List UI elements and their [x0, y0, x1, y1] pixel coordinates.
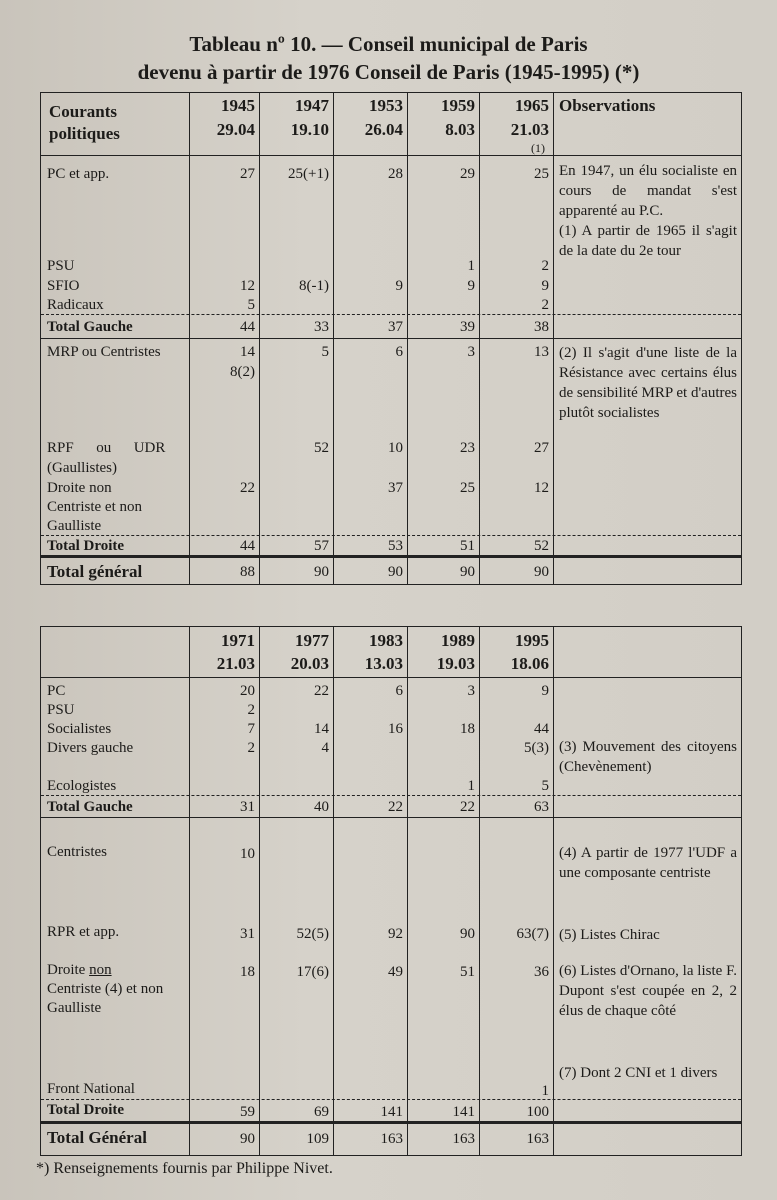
row-label-mrp: MRP ou Centristes [47, 344, 161, 360]
table-1971-1995 [40, 626, 742, 1156]
cell: 13 [534, 344, 549, 360]
cell: 59 [240, 1104, 255, 1120]
header-date: 20.03 [290, 654, 329, 673]
cell: 44 [240, 319, 255, 335]
header-date: 21.03 [510, 120, 549, 139]
row-label-droite [47, 961, 112, 980]
header-currents: Courants [49, 102, 118, 121]
cell: 9 [541, 278, 549, 294]
cell: 163 [380, 1131, 403, 1147]
header-year: 1965 [515, 96, 549, 115]
header-year: 1983 [369, 631, 403, 650]
row-label-pc: PC et app. [47, 166, 110, 182]
row-label-psu: PSU [47, 258, 75, 274]
header-year: 1995 [515, 631, 549, 650]
cell: 6 [395, 344, 403, 360]
observation-note-7: (7) Dont 2 CNI et 1 divers [559, 1065, 718, 1081]
cell: 4 [321, 740, 329, 756]
cell: 22 [314, 683, 329, 699]
cell: 5 [541, 778, 549, 794]
cell: 163 [526, 1131, 549, 1147]
cell: 25(+1) [288, 166, 329, 182]
header-note: (1) [531, 141, 545, 155]
cell: 22 [240, 480, 255, 496]
cell: 2 [247, 740, 255, 756]
row-label-socialistes: Socialistes [47, 721, 112, 737]
cell: 18 [240, 964, 255, 980]
cell: 25 [534, 166, 549, 182]
cell: 51 [460, 964, 475, 980]
cell: 90 [534, 564, 549, 580]
cell: 100 [526, 1104, 549, 1120]
header-date: 19.10 [290, 120, 329, 139]
cell: 14 [240, 344, 255, 360]
row-label-front-national: Front National [47, 1081, 135, 1097]
cell: 37 [388, 319, 403, 335]
cell: 36 [534, 964, 549, 980]
cell: 2 [541, 258, 549, 274]
cell: 109 [306, 1131, 329, 1147]
cell: 27 [240, 166, 255, 182]
row-label-divers-gauche: Divers gauche [47, 740, 134, 756]
cell: 63(7) [516, 926, 549, 942]
cell: 25 [460, 480, 475, 496]
header-date: 19.03 [436, 654, 475, 673]
footnote: *) Renseignements fournis par Philippe Nivet. [36, 1160, 333, 1177]
cell: 44 [534, 721, 549, 737]
cell: 44 [240, 538, 255, 554]
cell: 90 [460, 926, 475, 942]
cell: 17(6) [296, 964, 329, 980]
row-label-total-droite: Total Droite [47, 1102, 125, 1118]
header-date: 29.04 [216, 120, 255, 139]
cell: 88 [240, 564, 255, 580]
cell: 10 [240, 846, 255, 862]
observation-note-2: (2) Il s'agit d'une liste de la Résistance avec certains élus de sensibilité MRP et d'autres plutôt socialistes [559, 345, 737, 421]
table-1945-1965 [40, 92, 742, 585]
observation-note-5: (5) Listes Chirac [559, 927, 660, 943]
row-label-centristes: Centristes [47, 844, 107, 860]
header-date: 8.03 [445, 120, 475, 139]
header-year: 1977 [295, 631, 329, 650]
cell: 31 [240, 926, 255, 942]
cell: 5(3) [524, 740, 549, 756]
cell: 52 [534, 538, 549, 554]
table-subtitle: devenu à partir de 1976 Conseil de Paris (1945-1995) (*) [137, 60, 640, 84]
cell: 8(-1) [299, 278, 329, 294]
header-date: 18.06 [510, 654, 549, 673]
cell: 57 [314, 538, 329, 554]
cell: 2 [247, 702, 255, 718]
cell: 90 [240, 1131, 255, 1147]
observation-note-4: (4) A partir de 1977 l'UDF a une composante centriste [559, 845, 737, 881]
row-label-total-gauche: Total Gauche [47, 799, 133, 815]
cell: 3 [467, 344, 475, 360]
header-year: 1947 [295, 96, 329, 115]
cell: 23 [460, 440, 475, 456]
cell: 7 [247, 721, 255, 737]
cell: 40 [314, 799, 329, 815]
cell: 8(2) [230, 364, 255, 380]
row-label-droite-3: Gaulliste [47, 1000, 102, 1016]
row-label-droite: Droite non [47, 480, 112, 496]
row-label-ecologistes: Ecologistes [47, 778, 117, 794]
cell: 9 [541, 683, 549, 699]
cell: 1 [467, 778, 475, 794]
row-label-pc: PC [47, 683, 66, 699]
cell: 52 [314, 440, 329, 456]
header-year: 1989 [441, 631, 475, 650]
cell: 92 [388, 926, 403, 942]
cell: 5 [247, 297, 255, 313]
header-date: 21.03 [216, 654, 255, 673]
cell: 22 [388, 799, 403, 815]
cell: 69 [314, 1104, 329, 1120]
row-label-total-general: Total Général [47, 1128, 147, 1147]
cell: 163 [452, 1131, 475, 1147]
cell: 6 [395, 683, 403, 699]
cell: 141 [380, 1104, 403, 1120]
cell: 53 [388, 538, 403, 554]
cell: 90 [314, 564, 329, 580]
observation-note-1: (1) A partir de 1965 il s'agit de la date du 2e tour [559, 223, 737, 259]
cell: 3 [467, 683, 475, 699]
cell: 20 [240, 683, 255, 699]
row-label-psu: PSU [47, 702, 75, 718]
row-label-total-droite: Total Droite [47, 538, 125, 554]
droite-label-part: Droite [47, 962, 90, 978]
header-year: 1959 [441, 96, 475, 115]
cell: 141 [452, 1104, 475, 1120]
header-date: 13.03 [364, 654, 403, 673]
cell: 9 [395, 278, 403, 294]
row-label-sfio: SFIO [47, 278, 80, 294]
observation-1947: En 1947, un élu socialiste en cours de mandat s'est apparenté au P.C. [559, 163, 737, 219]
cell: 29 [460, 166, 475, 182]
cell: 5 [321, 344, 329, 360]
cell: 33 [314, 319, 329, 335]
cell: 39 [460, 319, 475, 335]
observation-note-6: (6) Listes d'Ornano, la liste F. Dupont s'est coupée en 2, 2 élus de chaque côté [559, 963, 737, 1019]
cell: 9 [467, 278, 475, 294]
cell: 37 [388, 480, 403, 496]
cell: 22 [460, 799, 475, 815]
droite-label-underlined: non [89, 962, 112, 978]
cell: 90 [460, 564, 475, 580]
row-label-rpr: RPR et app. [47, 924, 120, 940]
header-year: 1945 [221, 96, 255, 115]
row-label-total-general: Total général [47, 562, 143, 581]
row-label-rpf: RPF ou UDR [47, 440, 166, 456]
row-label-total-gauche: Total Gauche [47, 319, 133, 335]
cell: 2 [541, 297, 549, 313]
row-label-radicaux: Radicaux [47, 297, 104, 313]
cell: 14 [314, 721, 329, 737]
cell: 49 [388, 964, 403, 980]
cell: 1 [541, 1083, 549, 1099]
cell: 18 [460, 721, 475, 737]
cell: 12 [534, 480, 549, 496]
header-year: 1971 [221, 631, 255, 650]
cell: 10 [388, 440, 403, 456]
cell: 51 [460, 538, 475, 554]
cell: 12 [240, 278, 255, 294]
cell: 28 [388, 166, 403, 182]
row-label-droite-3: Gaulliste [47, 518, 102, 534]
cell: 27 [534, 440, 549, 456]
cell: 1 [467, 258, 475, 274]
cell: 63 [534, 799, 549, 815]
header-observations: Observations [559, 96, 656, 115]
observation-note-3: (3) Mouvement des citoyens (Chevènement) [559, 739, 737, 775]
row-label-droite-2: Centriste (4) et non [47, 981, 164, 997]
cell: 52(5) [296, 926, 329, 942]
cell: 38 [534, 319, 549, 335]
header-currents-2: politiques [49, 124, 120, 143]
cell: 16 [388, 721, 403, 737]
row-label-droite-2: Centriste et non [47, 499, 142, 515]
cell: 90 [388, 564, 403, 580]
header-date: 26.04 [364, 120, 403, 139]
cell: 31 [240, 799, 255, 815]
row-label-rpf-2: (Gaullistes) [47, 460, 117, 476]
table-title: Tableau nº 10. — Conseil municipal de Paris [189, 32, 588, 56]
header-year: 1953 [369, 96, 403, 115]
